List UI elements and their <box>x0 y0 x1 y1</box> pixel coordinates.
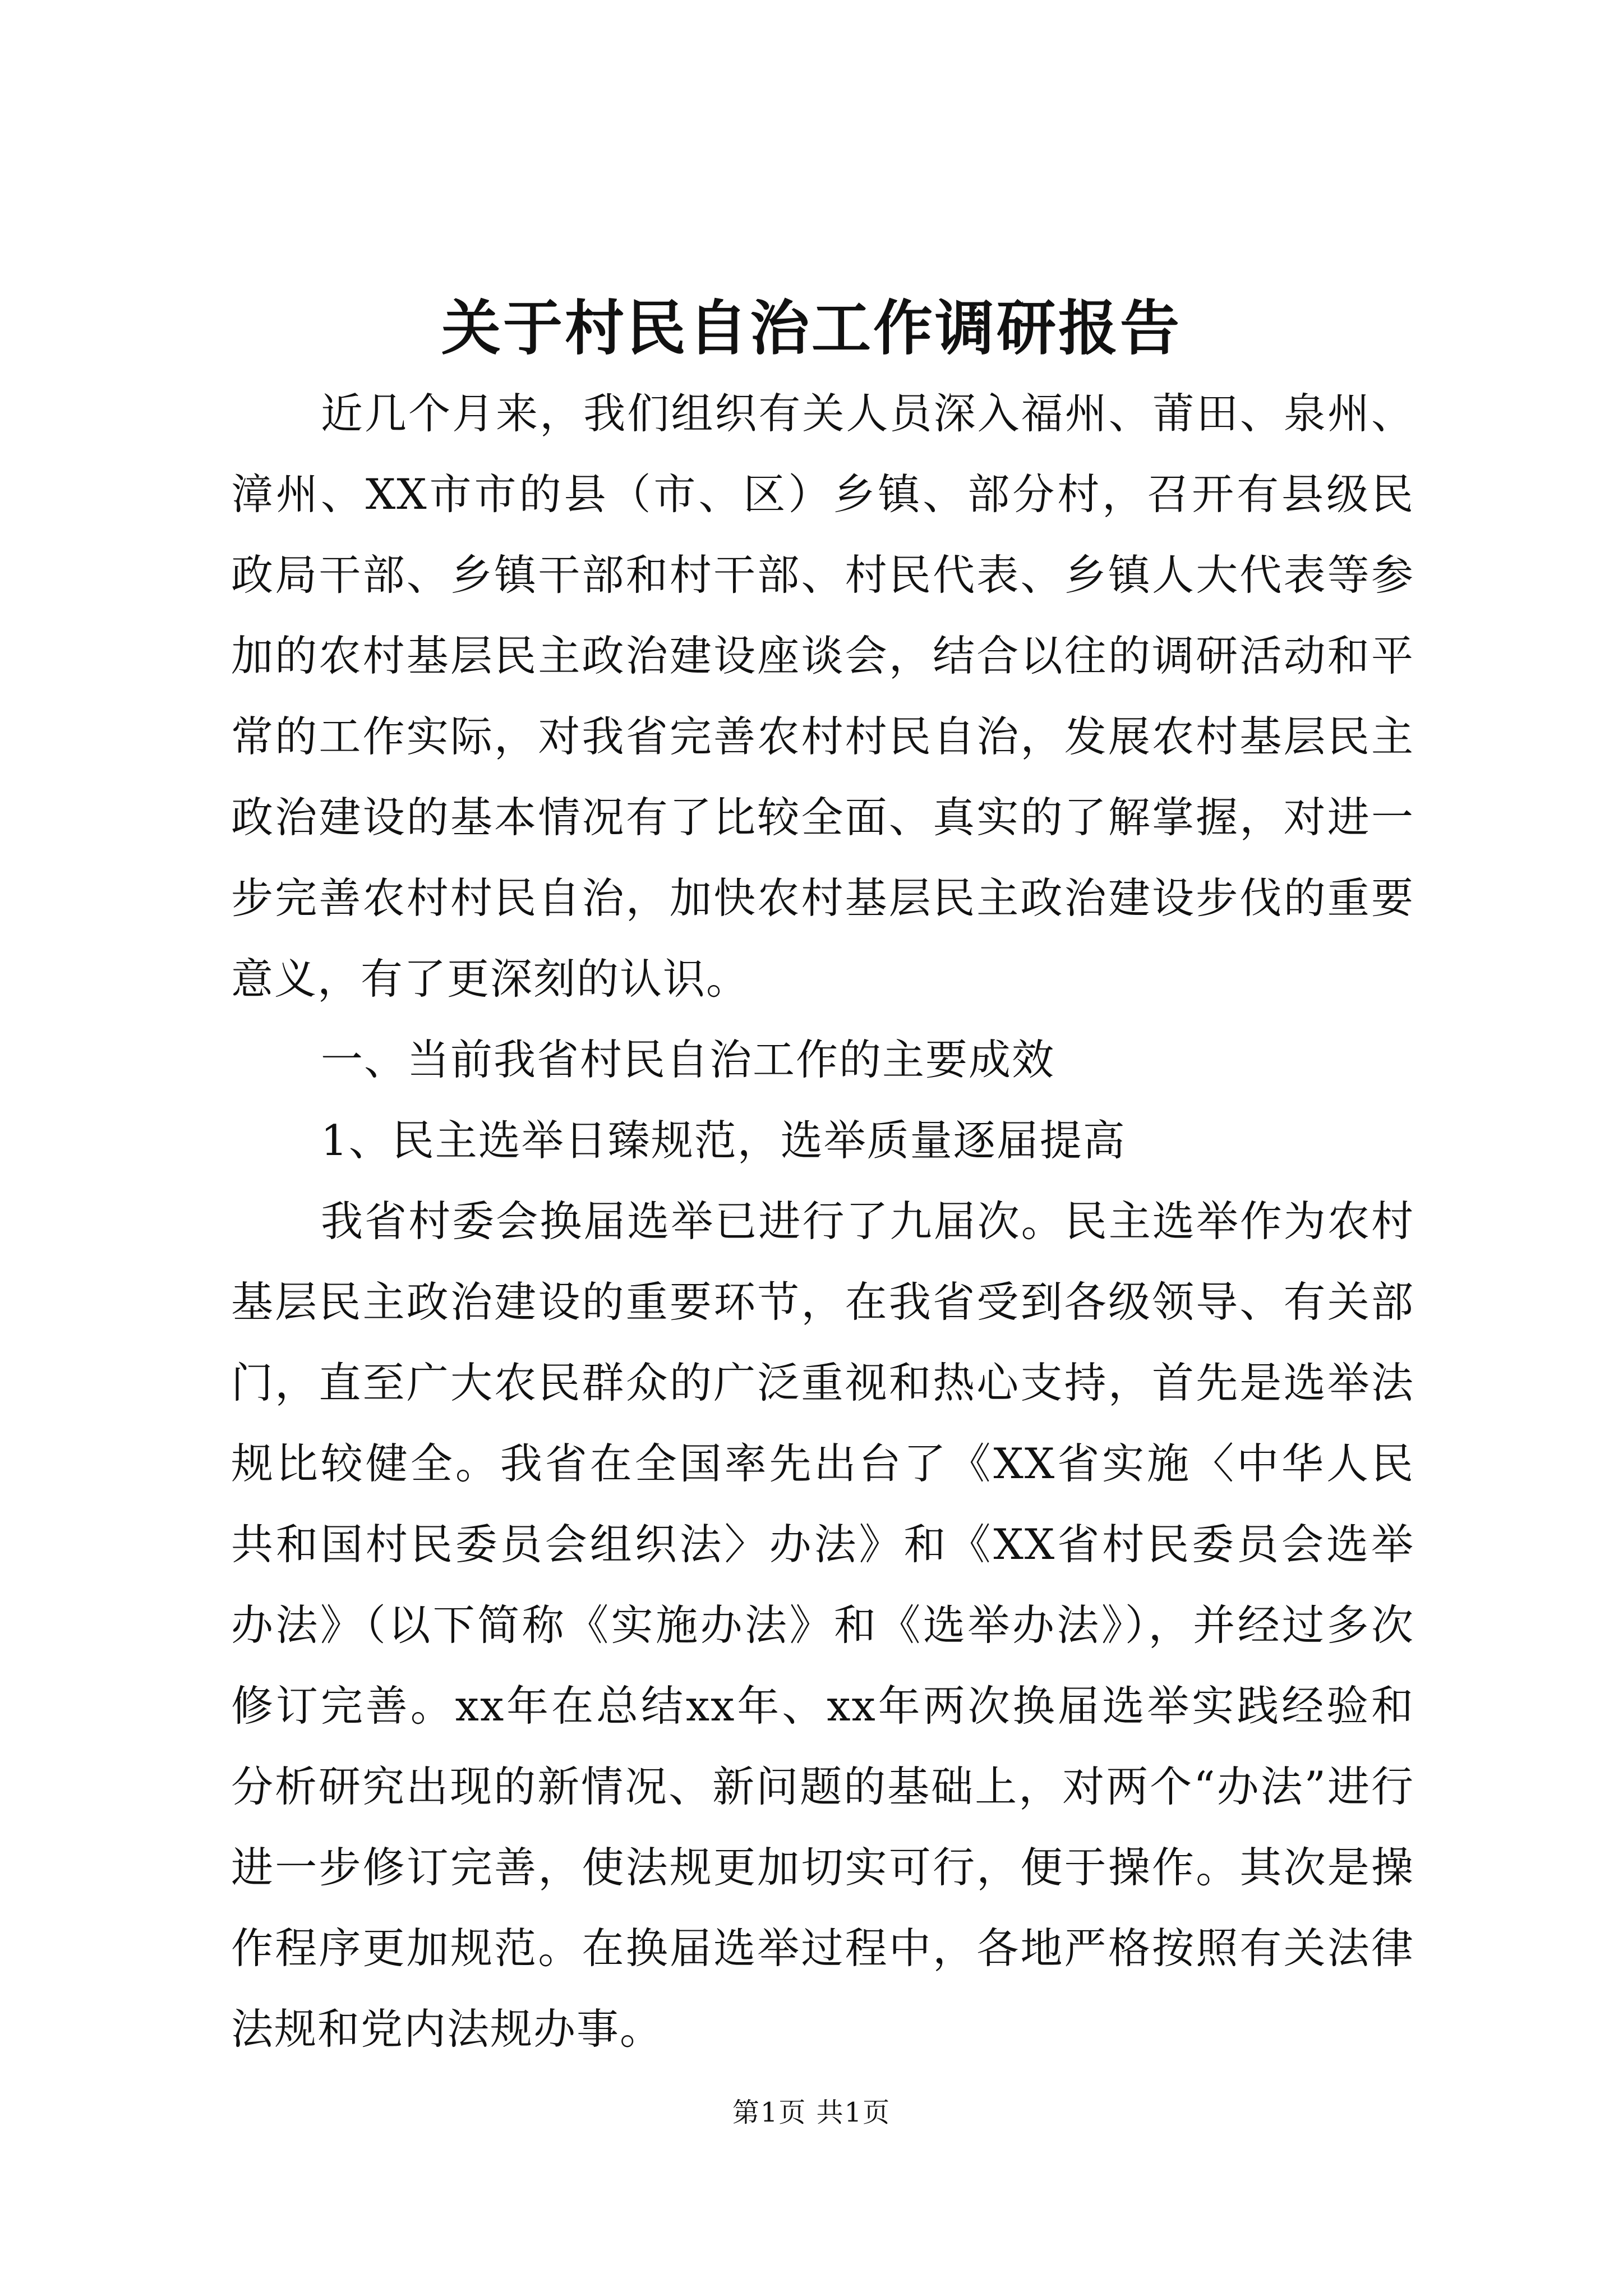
section-heading: 一、当前我省村民自治工作的主要成效 <box>321 1035 1055 1084</box>
document-title: 关于村民自治工作调研报告 <box>441 293 1182 363</box>
document-body <box>231 373 1414 2069</box>
body-paragraph: 我省村委会换届选举已进行了九届次。民主选举作为农村基层民主政治建设的重要环节，在我省受到各级领导、有关部门，直至广大农民群众的广泛重视和热心支持，首先是选举法规比较健全。我省在全国率先出台了《XX省实施〈中华人民共和国村民委员会组织法〉办法》和《XX省村民委员会选举办法》（以下简称《实施办法》和《选举办法》），并经过多次修订完善。xx年在总结xx年、xx年两次换届选举实践经验和分析研究出现的新情况、新问题的基础上，对两个“办法”进行进一步修订完善，使法规更加切实可行，便于操作。其次是操作程序更加规范。在换届选举过程中，各地严格按照有关法律法规和党内法规办事。 <box>231 1197 1414 2054</box>
subsection-heading: 1、民主选举日臻规范，选举质量逐届提高 <box>321 1116 1126 1165</box>
intro-paragraph: 近几个月来，我们组织有关人员深入福州、莆田、泉州、漳州、XX市市的县（市、区）乡镇、部分村，召开有县级民政局干部、乡镇干部和村干部、村民代表、乡镇人大代表等参加的农村基层民主政治建设座谈会，结合以往的调研活动和平常的工作实际，对我省完善农村村民自治，发展农村基层民主政治建设的基本情况有了比较全面、真实的了解掌握，对进一步完善农村村民自治，加快农村基层民主政治建设步伐的重要意义，有了更深刻的认识。 <box>231 389 1414 1004</box>
page-number-footer: 第1页 共1页 <box>732 2097 891 2128</box>
